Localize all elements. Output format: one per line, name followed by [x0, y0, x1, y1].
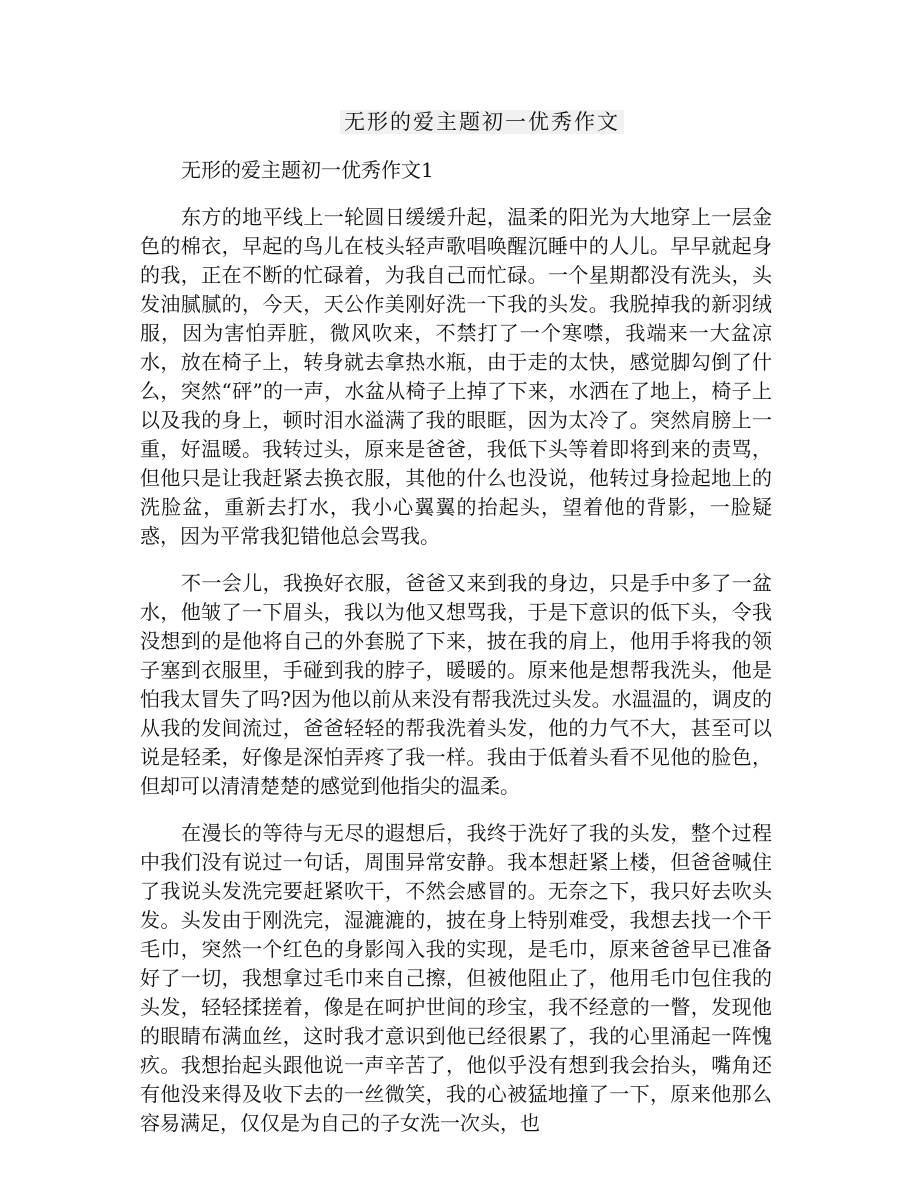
paragraph-1: 东方的地平线上一轮圆日缓缓升起，温柔的阳光为大地穿上一层金色的棉衣，早起的鸟儿在枝头轻声歌唱唤醒沉睡中的人儿。早早就起身的我，正在不断的忙碌着，为我自己而忙碌。一个星期都没有洗头，头发油腻腻的，今天，天公作美刚好洗一下我的头发。我脱掉我的新羽绒服，因为害怕弄脏，微风吹来，不禁打了一个寒噤，我端来一大盆凉水，放在椅子上，转身就去拿热水瓶，由于走的太快，感觉脚勾倒了什么，突然“砰”的一声，水盆从椅子上掉了下来，水洒在了地上，椅子上以及我的身上，顿时泪水溢满了我的眼眶，因为太冷了。突然肩膀上一重，好温暖。我转过头，原来是爸爸，我低下头等着即将到来的责骂，但他只是让我赶紧去换衣服，其他的什么也没说，他转过身捡起地上的洗脸盆，重新去打水，我小心翼翼的抬起头，望着他的背影，一脸疑惑，因为平常我犯错他总会骂我。 — [140, 205, 772, 548]
document-title-text: 无形的爱主题初一优秀作文 — [340, 110, 624, 134]
document-title — [0, 106, 920, 138]
document-subtitle: 无形的爱主题初一优秀作文1 — [181, 158, 434, 182]
paragraph-3: 在漫长的等待与无尽的遐想后，我终于洗好了我的头发，整个过程中我们没有说过一句话，周围异常安静。我本想赶紧上楼，但爸爸喊住了我说头发洗完要赶紧吹干，不然会感冒的。无奈之下，我只好去吹头发。头发由于刚洗完，湿漉漉的，披在身上特别难受，我想去找一个干毛巾，突然一个红色的身影闯入我的实现，是毛巾，原来爸爸早已准备好了一切，我想拿过毛巾来自己擦，但被他阻止了，他用毛巾包住我的头发，轻轻揉搓着，像是在呵护世间的珍宝，我不经意的一瞥，发现他的眼睛布满血丝，这时我才意识到他已经很累了，我的心里涌起一阵愧疚。我想抬起头跟他说一声辛苦了，他似乎没有想到我会抬头，嘴角还有他没来得及收下去的一丝微笑，我的心被猛地撞了一下，原来他那么容易满足，仅仅是为自己的子女洗一次头，也 — [140, 821, 772, 1135]
paragraph-2: 不一会儿，我换好衣服，爸爸又来到我的身边，只是手中多了一盆水，他皱了一下眉头，我以为他又想骂我，于是下意识的低下头，令我没想到的是他将自己的外套脱了下来，披在我的肩上，他用手将我的领子塞到衣服里，手碰到我的脖子，暖暖的。原来他是想帮我洗头，他是怕我太冒失了吗?因为他以前从来没有帮我洗过头发。水温温的，调皮的从我的发间流过，爸爸轻轻的帮我洗着头发，他的力气不大，甚至可以说是轻柔，好像是深怕弄疼了我一样。我由于低着头看不见他的脸色，但却可以清清楚楚的感觉到他指尖的温柔。 — [140, 571, 772, 798]
document-body — [140, 203, 772, 1156]
